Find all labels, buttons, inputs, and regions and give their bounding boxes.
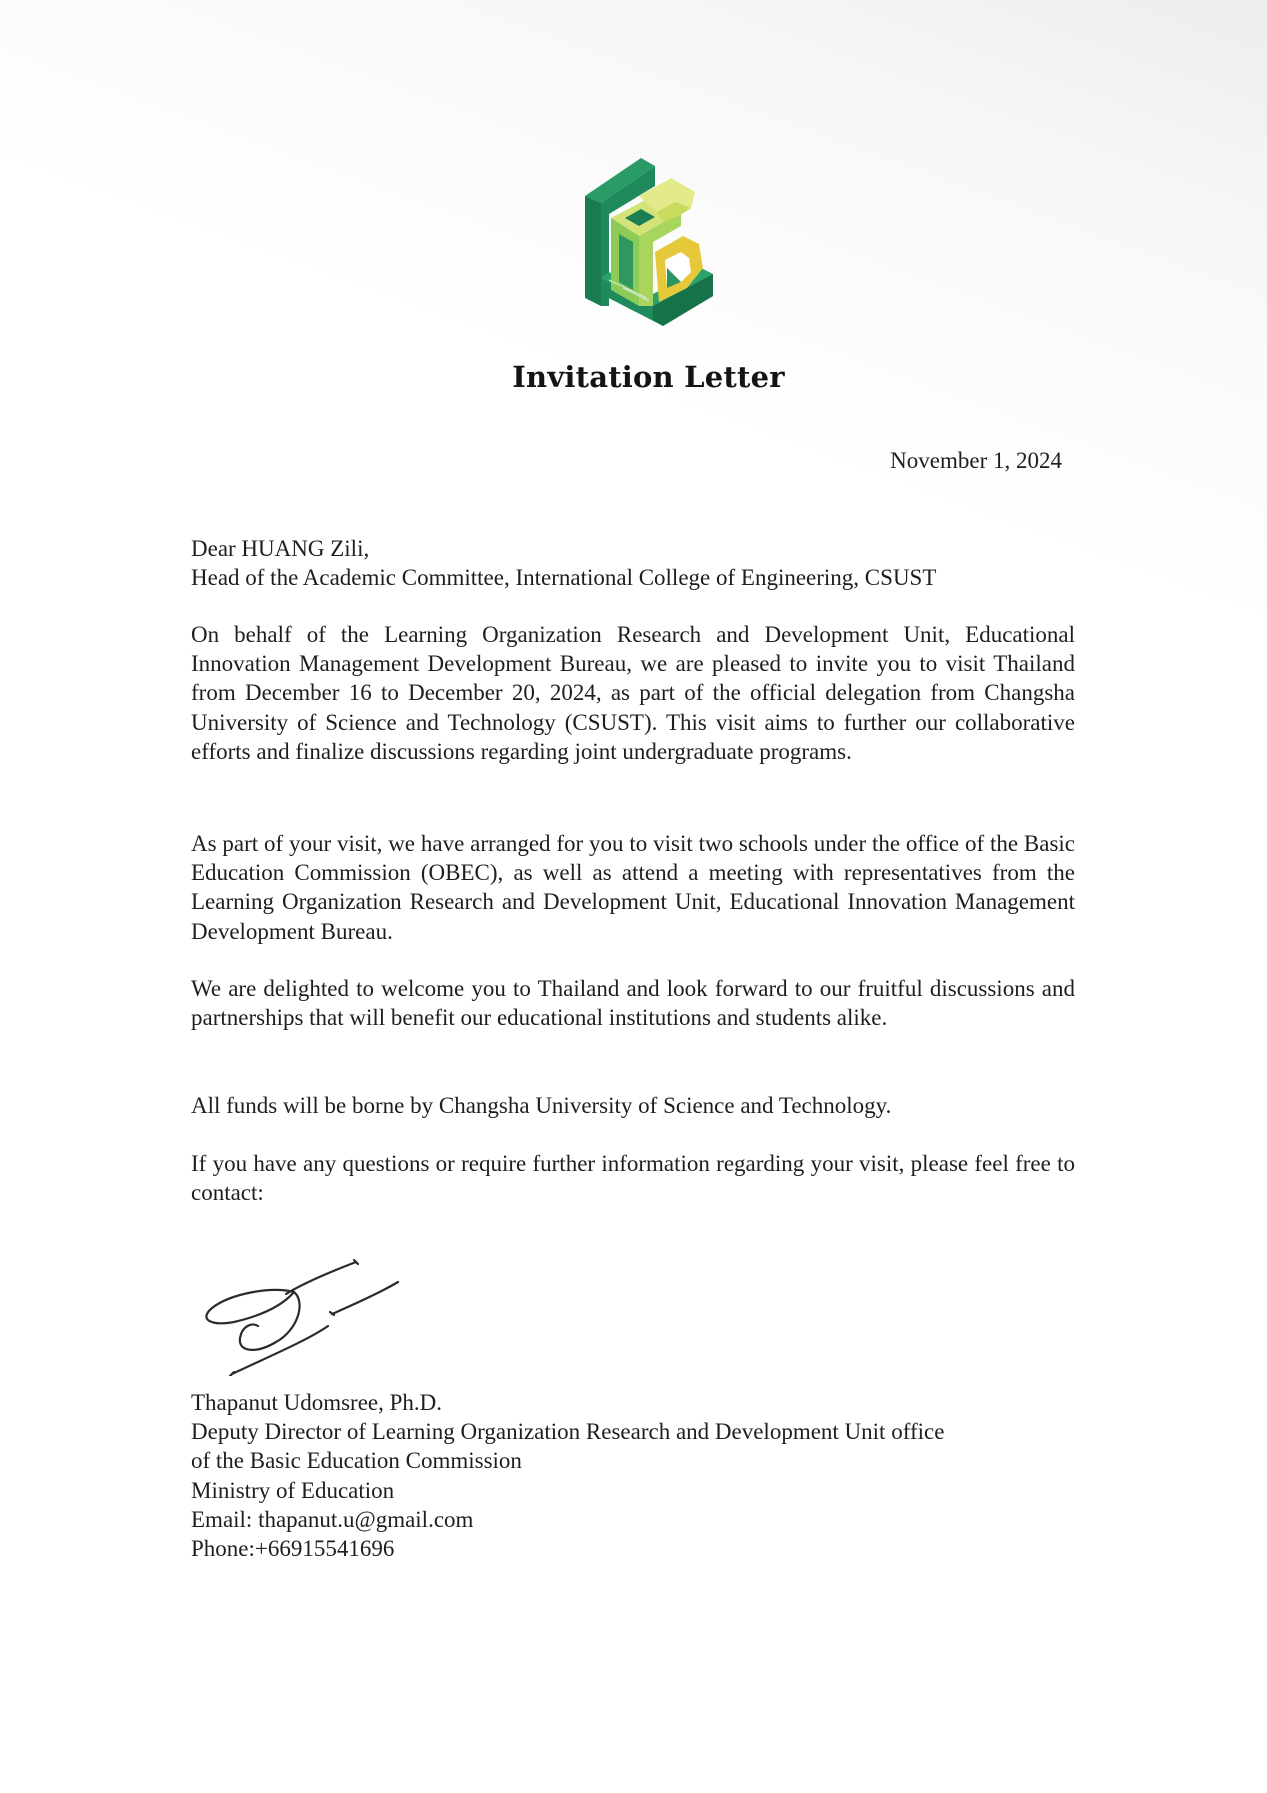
salutation-block bbox=[191, 534, 1075, 592]
letter-date: November 1, 2024 bbox=[890, 448, 1062, 473]
salutation: Dear HUANG Zili, bbox=[191, 536, 370, 561]
body-paragraph-funding: All funds will be borne by Changsha University of Science and Technology. bbox=[191, 1093, 892, 1118]
organization-logo-icon bbox=[583, 156, 715, 328]
body-paragraph-contact: If you have any questions or require further information regarding your visit, please feel free to contact: bbox=[191, 1151, 1075, 1206]
signatory-email[interactable]: Email: thapanut.u@gmail.com bbox=[191, 1506, 474, 1532]
signatory-name: Thapanut Udomsree, Ph.D. bbox=[191, 1390, 443, 1415]
recipient-position: Head of the Academic Committee, International College of Engineering, CSUST bbox=[191, 565, 937, 591]
signatory-title-cont: of the Basic Education Commission bbox=[191, 1448, 522, 1474]
letter-title: Invitation Letter bbox=[512, 360, 785, 394]
body-paragraph-welcome: We are delighted to welcome you to Thailand and look forward to our fruitful discussions and partnerships that will benefit our educational institutions and students alike. bbox=[191, 976, 1075, 1031]
handwritten-signature-icon bbox=[190, 1236, 410, 1376]
signatory-organization: Ministry of Education bbox=[191, 1477, 395, 1503]
body-paragraph-invitation: On behalf of the Learning Organization Research and Development Unit, Educational Innovation Management Development Bureau, we are pleased to invite you to visit Thailand from December 16 to December 20, 2024, as part of the official delegation from Changsha University of Science and Technology (CSUST). This visit aims to further our collaborative efforts and finalize discussions regarding joint undergraduate programs. bbox=[191, 622, 1075, 764]
signatory-block bbox=[191, 1388, 1075, 1563]
signatory-title: Deputy Director of Learning Organization Research and Development Unit office bbox=[191, 1419, 945, 1445]
body-paragraph-itinerary: As part of your visit, we have arranged for you to visit two schools under the office of the Basic Education Commission (OBEC), as well as attend a meeting with representatives from the Learning Organization Research and Development Unit, Educational Innovation Management Development Bureau. bbox=[191, 831, 1075, 944]
signatory-phone[interactable]: Phone:+66915541696 bbox=[191, 1536, 395, 1562]
